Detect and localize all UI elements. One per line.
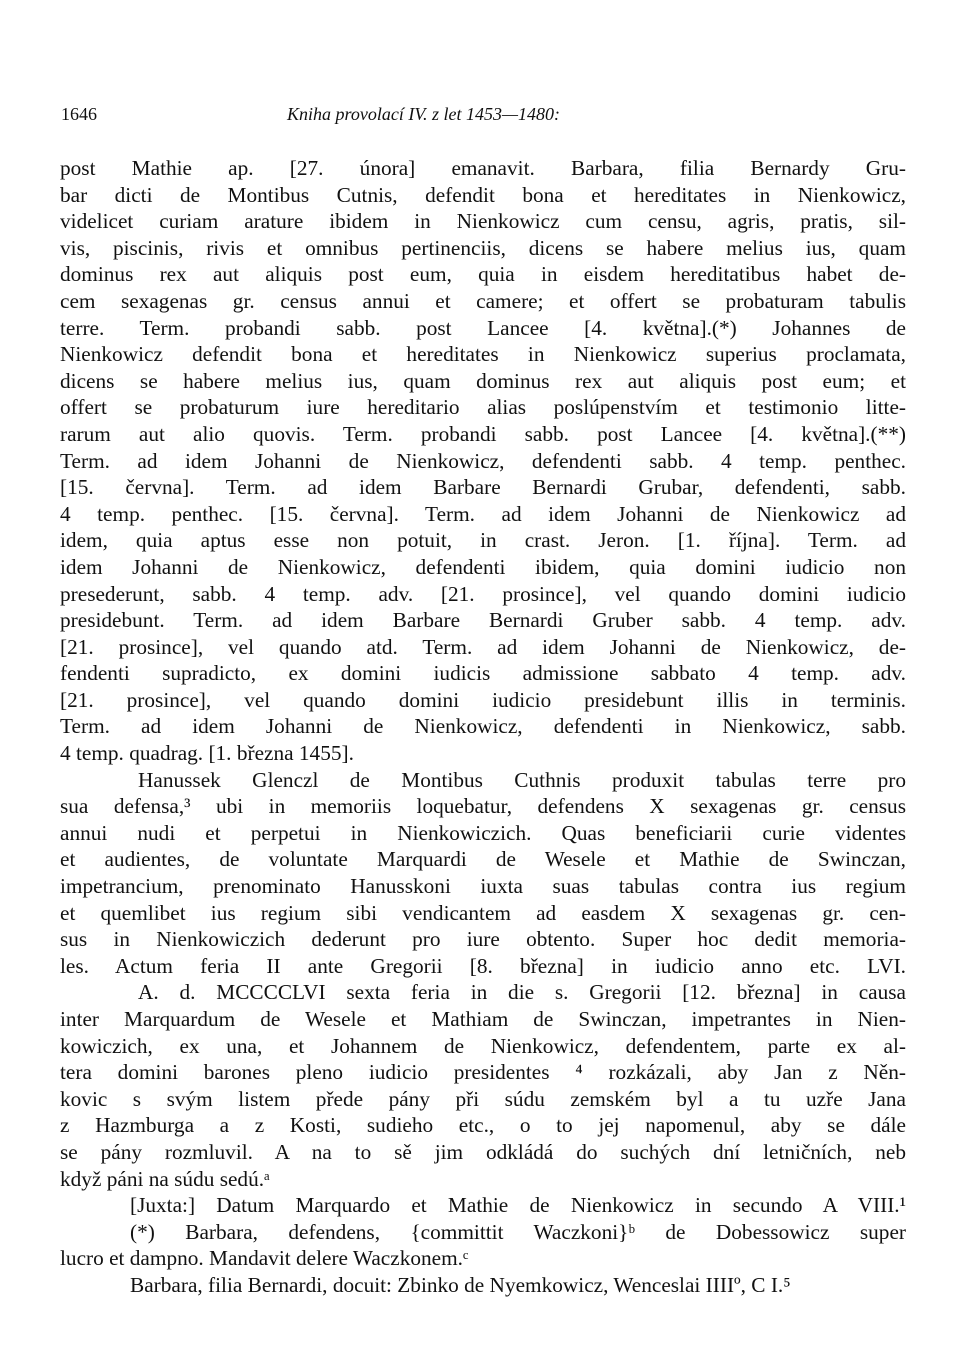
text-line: 4 temp. penthec. [15. června]. Term. ad idem Johanni de Nienkowicz ad — [60, 501, 906, 526]
text-line: z Hazmburga a z Kosti, sudieho etc., o to jej napomenul, aby se dále — [60, 1113, 906, 1138]
text-line: [Juxta:] Datum Marquardo et Mathie de Nienkowicz in secundo A VIII.¹ — [130, 1193, 906, 1218]
text-line: 4 temp. quadrag. [1. března 1455]. — [60, 741, 354, 766]
text-line: et quemlibet ius regium sibi vendicantem ad easdem X sexagenas gr. cen- — [60, 900, 906, 925]
text-line: A. d. MCCCCLVI sexta feria in die s. Gregorii [12. března] in causa — [138, 980, 906, 1005]
text-line: sus in Nienkowiczich dederunt pro iure obtento. Super hoc dedit memoria- — [60, 927, 906, 952]
text-line: kowiczich, ex una, et Johannem de Nienkowicz, defendentem, parte ex al- — [60, 1033, 906, 1058]
text-line: kovic s svým listem přede pány při súdu zemském byl a tu uzře Jana — [60, 1086, 906, 1111]
page-number: 1646 — [61, 104, 97, 124]
text-line: annui nudi et perpetui in Nienkowiczich. Quas beneficiarii curie videntes — [60, 820, 906, 845]
text-line: [21. prosince], vel quando atd. Term. ad idem Johanni de Nienkowicz, de- — [60, 634, 906, 659]
text-line: Hanussek Glenczl de Montibus Cuthnis produxit tabulas terre pro — [138, 767, 906, 792]
text-line: (*) Barbara, defendens, {committit Waczkoni}ᵇ de Dobessowicz super — [130, 1219, 906, 1244]
text-line: et audientes, de voluntate Marquardi de Wesele et Mathie de Swinczan, — [60, 847, 906, 872]
text-line: idem Johanni de Nienkowicz, defendenti ibidem, quia domini iudicio non — [60, 554, 906, 579]
body-text — [60, 155, 906, 1299]
text-line: idem, quia aptus esse non potuit, in crast. Jeron. [1. října]. Term. ad — [60, 528, 906, 553]
text-line: presederunt, sabb. 4 temp. adv. [21. prosince], vel quando domini iudicio — [60, 581, 906, 606]
text-line: vis, piscinis, rivis et omnibus pertinenciis, dicens se habere melius ius, quam — [60, 235, 906, 260]
text-line: lucro et dampno. Mandavit delere Waczkonem.ᶜ — [60, 1246, 469, 1271]
text-line: fendenti supradicto, ex domini iudicis admissione sabbato 4 temp. adv. — [60, 661, 906, 686]
text-line: když páni na súdu sedú.ᵃ — [60, 1166, 270, 1191]
text-line: videlicet curiam arature ibidem in Nienkowicz cum censu, agris, pratis, sil- — [60, 209, 906, 234]
text-line: presidebunt. Term. ad idem Barbare Bernardi Gruber sabb. 4 temp. adv. — [60, 608, 906, 633]
text-line: Barbara, filia Bernardi, docuit: Zbinko de Nyemkowicz, Wenceslai IIIIº, C I.⁵ — [130, 1272, 791, 1297]
text-line: impetrancium, prenominato Hanusskoni iuxta suas tabulas contra ius regium — [60, 874, 906, 899]
text-line: les. Actum feria II ante Gregorii [8. března] in iudicio anno etc. LVI. — [60, 953, 906, 978]
text-line: inter Marquardum de Wesele et Mathiam de Swinczan, impetrantes in Nien- — [60, 1007, 906, 1031]
text-line: [15. června]. Term. ad idem Barbare Bernardi Grubar, defendenti, sabb. — [60, 475, 906, 500]
text-line: se pány rozmluvil. A na to sě jim odkládá do suchých dní letničních, neb — [60, 1139, 906, 1164]
text-line: terre. Term. probandi sabb. post Lancee [4. května].(*) Johannes de — [60, 315, 906, 340]
text-line: bar dicti de Montibus Cutnis, defendit bona et hereditates in Nienkowicz, — [60, 182, 906, 207]
text-line: Term. ad idem Johanni de Nienkowicz, defendenti sabb. 4 temp. penthec. — [60, 448, 906, 473]
text-line: sua defensa,³ ubi in memoriis loquebatur, defendens X sexagenas gr. census — [60, 794, 906, 819]
text-line: post Mathie ap. [27. února] emanavit. Barbara, filia Bernardy Gru- — [60, 156, 906, 180]
text-line: rarum aut alio quovis. Term. probandi sabb. post Lancee [4. května].(**) — [60, 421, 906, 446]
text-line: dicens se habere melius ius, quam dominus rex aut aliquis post eum; et — [60, 368, 906, 393]
text-line: offert se probaturum iure hereditario alias poslúpenstvím et testimonio litte- — [60, 395, 906, 420]
text-line: Term. ad idem Johanni de Nienkowicz, defendenti in Nienkowicz, sabb. — [60, 714, 906, 739]
text-line: tera domini barones pleno iudicio presidentes ⁴ rozkázali, aby Jan z Něn- — [60, 1060, 906, 1085]
text-line: [21. prosince], vel quando domini iudicio presidebunt illis in terminis. — [60, 687, 906, 712]
running-title: Kniha provolací IV. z let 1453—1480: — [287, 104, 560, 124]
text-line: dominus rex aut aliquis post eum, quia in eisdem hereditatibus habet de- — [60, 262, 906, 287]
text-line: cem sexagenas gr. census annui et camere; et offert se probaturam tabulis — [60, 288, 906, 313]
text-line: Nienkowicz defendit bona et hereditates in Nienkowicz superius proclamata, — [60, 342, 906, 367]
